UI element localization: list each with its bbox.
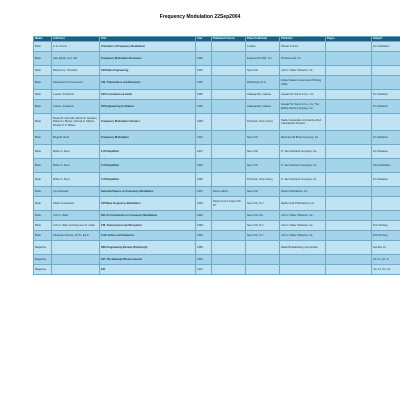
author-cell: Hall, Edwin, Gen. Ed. — [52, 52, 100, 66]
table-row — [34, 52, 400, 66]
table-body — [34, 42, 400, 275]
subject-cell: Frm Relation — [372, 100, 400, 114]
pages-cell — [326, 211, 372, 221]
place-cell: New York — [246, 66, 280, 76]
title-cell: FM Engineering for Radars — [100, 100, 196, 114]
publisher-cell: Howard W. Sams & Co., Inc. The Bobbs-Merrill Company, Inc. — [280, 100, 326, 114]
author-cell: Milton S. Kiver — [52, 145, 100, 159]
subject-cell — [372, 187, 400, 197]
year-cell: 1960 — [196, 231, 212, 241]
pages-cell — [326, 231, 372, 241]
table-row — [34, 66, 400, 76]
pages-cell — [326, 42, 372, 52]
author-cell: Blackmore, Theodore — [52, 66, 100, 76]
subject-cell — [372, 211, 400, 221]
media-cell: Book — [34, 211, 52, 221]
media-cell: Book — [34, 173, 52, 187]
author-cell: Lynd Hargian — [52, 187, 100, 197]
place-cell: New York, N.Y. — [246, 221, 280, 231]
media-cell: Book — [34, 231, 52, 241]
publisher-cell: Pitman & Sons — [280, 42, 326, 52]
media-cell: Book — [34, 76, 52, 90]
subject-cell — [372, 52, 400, 66]
place-cell — [246, 265, 280, 275]
published-source-cell — [212, 231, 246, 241]
published-source-cell — [212, 265, 246, 275]
year-cell: 1955 — [196, 90, 212, 100]
pages-cell — [326, 76, 372, 90]
title-cell: FM — [100, 265, 196, 275]
publisher-cell: D. Van Nostrand Company, Inc. — [280, 145, 326, 159]
media-cell: Magazine — [34, 255, 52, 265]
year-cell: 1951 — [196, 159, 212, 173]
published-source-cell — [212, 159, 246, 173]
title-cell: Frequency Modulation Receivers — [100, 52, 196, 66]
publisher-cell: Radio Broadcasting Corporation — [280, 241, 326, 255]
title-cell: FM for Amateurs & Audio — [100, 90, 196, 100]
col-title-header: Title — [100, 37, 196, 42]
title-cell: F.M. Transmitters and Receivers — [100, 76, 196, 90]
year-cell: 1956 — [196, 241, 212, 255]
year-cell: 1948 — [196, 221, 212, 231]
table-row — [34, 241, 400, 255]
year-cell — [196, 42, 212, 52]
author-cell: Lowers, Frederick — [52, 100, 100, 114]
place-cell: New York — [246, 131, 280, 145]
col-pages-header: Pages — [326, 37, 372, 42]
subject-cell: First Printing — [372, 221, 400, 231]
title-cell: F.M. Transmission and Reception — [100, 221, 196, 231]
author-cell — [52, 241, 100, 255]
title-cell: F-M Simplified — [100, 159, 196, 173]
author-cell: A. E. Koons — [52, 42, 100, 52]
media-cell: Book — [34, 42, 52, 52]
bibliography-table — [33, 36, 400, 275]
title-cell: RBC Engineering Review (Pittsburgh) — [100, 241, 196, 255]
media-cell: Book — [34, 145, 52, 159]
title-cell: Frequency Modulation — [100, 131, 196, 145]
published-source-cell — [212, 76, 246, 90]
publisher-cell — [280, 265, 326, 275]
year-cell: 1942 — [196, 131, 212, 145]
title-cell: F-M Simplified — [100, 145, 196, 159]
place-cell — [246, 241, 280, 255]
title-cell: FM: An Introduction to Frequency Modulation — [100, 211, 196, 221]
table-row — [34, 114, 400, 131]
place-cell: New York City — [246, 211, 280, 221]
pages-cell — [326, 66, 372, 76]
year-cell: 1947 — [196, 145, 212, 159]
pages-cell — [326, 145, 372, 159]
subject-cell — [372, 76, 400, 90]
published-source-cell — [212, 52, 246, 66]
published-source-cell — [212, 241, 246, 255]
publisher-cell — [280, 255, 326, 265]
year-cell: 1956 — [196, 100, 212, 114]
year-cell: 1952 — [196, 197, 212, 211]
year-cell: 1941 — [196, 255, 212, 265]
author-cell: John F. Rider — [52, 211, 100, 221]
publisher-cell: D. Van Nostrand Company, Inc. — [280, 173, 326, 187]
year-cell: 1948 — [196, 114, 212, 131]
media-cell: Magazine — [34, 241, 52, 255]
document-title: Frequency Modulation 22Sep2004 — [159, 14, 241, 20]
published-source-cell — [212, 131, 246, 145]
place-cell: Washington D.C. — [246, 76, 280, 90]
place-cell: Englewood Cliffs, N.J. — [246, 52, 280, 66]
media-cell: Book — [34, 90, 52, 100]
place-cell — [246, 255, 280, 265]
col-author-header: Author(s) — [52, 37, 100, 42]
published-source-cell — [212, 66, 246, 76]
published-source-cell: Dover edition — [212, 187, 246, 197]
title-cell: F-M Limiters and Detectors — [100, 231, 196, 241]
published-source-cell — [212, 173, 246, 187]
published-source-cell — [212, 145, 246, 159]
published-source-cell — [212, 114, 246, 131]
subject-cell: First Printing — [372, 231, 400, 241]
publisher-cell: John F. Rider Publisher, Inc. — [280, 231, 326, 241]
subject-cell: Frm Relation — [372, 131, 400, 145]
table-row — [34, 187, 400, 197]
col-subject-header: Subject — [372, 37, 400, 42]
publisher-cell: John F. Rider Publisher, Inc. — [280, 211, 326, 221]
published-source-cell — [212, 255, 246, 265]
table-row — [34, 221, 400, 231]
year-cell: 1960 — [196, 173, 212, 187]
col-published-source-header: Published Source — [212, 37, 246, 42]
author-cell: Department of Commerce — [52, 76, 100, 90]
subject-cell: Vol. 12, No. 10 — [372, 265, 400, 275]
media-cell: Book — [34, 114, 52, 131]
place-cell: New York — [246, 159, 280, 173]
pages-cell — [326, 159, 372, 173]
publisher-cell: Radio-Craft Publications, Inc. — [280, 197, 326, 211]
author-cell: Radio Consultants — [52, 197, 100, 211]
publisher-cell: Dover Publications, Inc. — [280, 187, 326, 197]
place-cell: Princeton, New Jersey — [246, 173, 280, 187]
table-row — [34, 42, 400, 52]
subject-cell: Frm Relation — [372, 90, 400, 100]
place-cell: Princeton, New Jersey — [246, 114, 280, 131]
pages-cell — [326, 131, 372, 145]
pages-cell — [326, 173, 372, 187]
author-cell: Bogarth Hund — [52, 131, 100, 145]
author-cell: Lowers, Frederick — [52, 90, 100, 100]
place-cell: New York — [246, 187, 280, 197]
author-cell: Alexander Schure, Ph.D., Ed.D. — [52, 231, 100, 241]
publisher-cell: John F. Rider Publisher, Inc. — [280, 221, 326, 231]
pages-cell — [326, 265, 372, 275]
publisher-cell: Radio Corporation of America RCA Laboratories Division — [280, 114, 326, 131]
table-row — [34, 173, 400, 187]
media-cell: Magazine — [34, 265, 52, 275]
place-cell: Indianapolis, Indiana — [246, 90, 280, 100]
title-cell: Frequency Modulation Volume I — [100, 114, 196, 131]
media-cell: Book — [34, 66, 52, 76]
col-publisher-header: Publisher — [280, 37, 326, 42]
pages-cell — [326, 241, 372, 255]
title-cell: FM Radio Engineering — [100, 66, 196, 76]
table-row — [34, 100, 400, 114]
year-cell: 1940 — [196, 211, 212, 221]
title-cell: Selected Papers on Frequency Modulation — [100, 187, 196, 197]
subject-cell: Vol. 11, No. 9 — [372, 255, 400, 265]
table-row — [34, 90, 400, 100]
author-cell: John F. Rider and Seymour D. Uslan — [52, 221, 100, 231]
publisher-cell: John F. Rider Publisher, Inc. — [280, 66, 326, 76]
published-source-cell — [212, 211, 246, 221]
table-row — [34, 211, 400, 221]
author-cell: Milton S. Kiver — [52, 159, 100, 173]
year-cell: 1948 — [196, 52, 212, 66]
pages-cell — [326, 114, 372, 131]
publisher-cell: McGraw-Hill Book Company, Inc. — [280, 131, 326, 145]
place-cell: New York, N.Y. — [246, 231, 280, 241]
title-cell: FM: The National FM and Journal — [100, 255, 196, 265]
pages-cell — [326, 90, 372, 100]
table-row — [34, 159, 400, 173]
published-source-cell — [212, 100, 246, 114]
table-row — [34, 145, 400, 159]
media-cell: Book — [34, 159, 52, 173]
year-cell: 1970 — [196, 187, 212, 197]
published-source-cell: Radio Comm Assoc Sch. NY — [212, 197, 246, 211]
author-cell — [52, 255, 100, 265]
col-place-header: Place Published — [246, 37, 280, 42]
media-cell: Book — [34, 187, 52, 197]
table-row — [34, 265, 400, 275]
place-cell: London — [246, 42, 280, 52]
subject-cell — [372, 114, 400, 131]
year-cell: 1946 — [196, 66, 212, 76]
pages-cell — [326, 52, 372, 66]
publisher-cell: United States Government Printing Office — [280, 76, 326, 90]
title-cell: F-M Simplified — [100, 173, 196, 187]
pages-cell — [326, 100, 372, 114]
subject-cell: Frm Radiation — [372, 42, 400, 52]
publisher-cell: D. Van Nostrand Company, Inc. — [280, 159, 326, 173]
pages-cell — [326, 187, 372, 197]
year-cell: 1952 — [196, 76, 212, 90]
subject-cell — [372, 66, 400, 76]
table-row — [34, 131, 400, 145]
author-cell — [52, 265, 100, 275]
subject-cell: Frm Relation — [372, 173, 400, 187]
place-cell: New York, N.Y. — [246, 197, 280, 211]
author-cell: Milton S. Kiver — [52, 173, 100, 187]
pages-cell — [326, 221, 372, 231]
media-cell: Book — [34, 131, 52, 145]
media-cell: Book — [34, 221, 52, 231]
published-source-cell — [212, 42, 246, 52]
table-row — [34, 76, 400, 90]
place-cell: Indianapolis, Indiana — [246, 100, 280, 114]
pages-cell — [326, 255, 372, 265]
media-cell: Book — [34, 100, 52, 114]
subject-cell: Number 10 — [372, 241, 400, 255]
table-row — [34, 255, 400, 265]
table-row — [34, 197, 400, 211]
publisher-cell: Howard W. Sams & Co., Inc. — [280, 90, 326, 100]
subject-cell — [372, 197, 400, 211]
subject-cell: Second Edition — [372, 159, 400, 173]
title-cell: Principles of Frequency Modulation — [100, 42, 196, 52]
col-media-header: Media — [34, 37, 52, 42]
col-year-header: Year — [196, 37, 212, 42]
published-source-cell — [212, 90, 246, 100]
subject-cell: Frm Relation — [372, 145, 400, 159]
media-cell: Book — [34, 197, 52, 211]
title-cell: FM Wave Frequency Modulation — [100, 197, 196, 211]
pages-cell — [326, 197, 372, 211]
media-cell: Book — [34, 52, 52, 66]
place-cell: New York — [246, 145, 280, 159]
published-source-cell — [212, 221, 246, 231]
table-row — [34, 231, 400, 241]
author-cell: Moses B. Sehusler, Edwin E. Sanders, Robert H. Brown, Normal D. Stiltner, Wesley P. F. Wilson — [52, 114, 100, 131]
publisher-cell: Prentice-Hall, Inc. — [280, 52, 326, 66]
year-cell: 1941 — [196, 265, 212, 275]
